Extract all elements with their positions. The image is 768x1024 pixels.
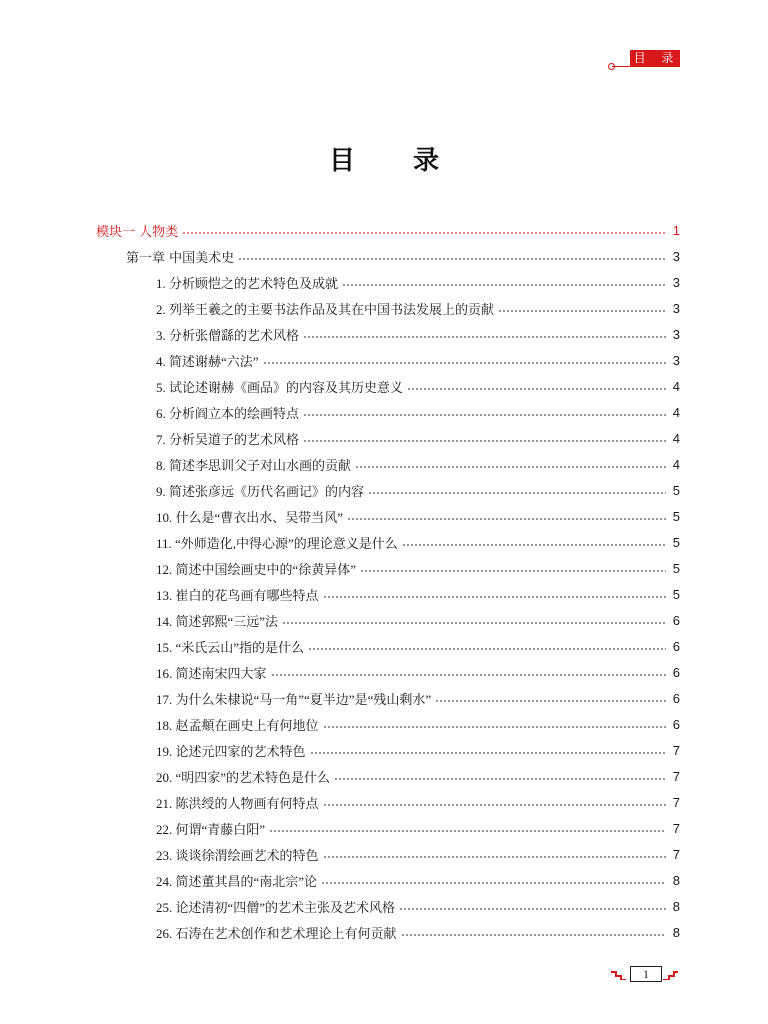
- toc-item-page: 3: [672, 352, 680, 368]
- toc-item[interactable]: [156, 582, 680, 606]
- toc-item-page: 5: [672, 508, 680, 524]
- toc-item[interactable]: [156, 322, 680, 346]
- dot-leader: [323, 712, 666, 736]
- dot-leader: [282, 608, 666, 632]
- toc-item-page: 3: [672, 326, 680, 342]
- toc-item-page: 7: [672, 846, 680, 862]
- toc-chapter-page: 3: [672, 248, 680, 264]
- toc-module-entry[interactable]: [96, 218, 680, 242]
- toc-item[interactable]: [156, 400, 680, 424]
- toc-item-label: 23. 谈谈徐渭绘画艺术的特色: [156, 847, 319, 863]
- toc-item[interactable]: [156, 764, 680, 788]
- toc-item-page: 5: [672, 482, 680, 498]
- dot-leader: [182, 218, 666, 242]
- toc-item-page: 3: [672, 300, 680, 316]
- toc-item-label: 15. “米氏云山”指的是什么: [156, 639, 305, 655]
- toc-item[interactable]: [156, 686, 680, 710]
- toc-chapter-label: 第一章 中国美术史: [126, 250, 235, 266]
- toc-item-label: 3. 分析张僧繇的艺术风格: [156, 327, 300, 343]
- toc-item-label: 22. 何谓“青藤白阳”: [156, 821, 266, 837]
- toc-chapter-entry[interactable]: [126, 244, 680, 268]
- toc-item-label: 20. “明四家”的艺术特色是什么: [156, 769, 331, 785]
- dot-leader: [321, 868, 666, 892]
- dot-leader: [347, 504, 666, 528]
- section-header-tag: [608, 50, 680, 68]
- toc-item-page: 7: [672, 820, 680, 836]
- toc-item[interactable]: [156, 660, 680, 684]
- toc-item[interactable]: [156, 816, 680, 840]
- toc-item-page: 4: [672, 430, 680, 446]
- page-title-char-2: 录: [413, 146, 440, 176]
- dot-leader: [498, 296, 666, 320]
- dot-leader: [401, 920, 666, 944]
- toc-item[interactable]: [156, 530, 680, 554]
- dot-leader: [355, 452, 666, 476]
- section-tag-label: 目 录: [630, 50, 680, 67]
- dot-leader: [271, 660, 666, 684]
- toc-item-label: 14. 简述郭熙“三远”法: [156, 613, 279, 629]
- toc-item[interactable]: [156, 296, 680, 320]
- dot-leader: [238, 244, 666, 268]
- dot-leader: [342, 270, 666, 294]
- toc-item-page: 6: [672, 612, 680, 628]
- toc-item-label: 18. 赵孟頫在画史上有何地位: [156, 717, 319, 733]
- toc-item-page: 3: [672, 274, 680, 290]
- dot-leader: [399, 894, 666, 918]
- toc-item-label: 24. 简述董其昌的“南北宗”论: [156, 873, 318, 889]
- toc-item-page: 6: [672, 690, 680, 706]
- toc-item-page: 5: [672, 560, 680, 576]
- toc-item-page: 6: [672, 664, 680, 680]
- toc-item[interactable]: [156, 608, 680, 632]
- toc-item-label: 1. 分析顾恺之的艺术特色及成就: [156, 275, 339, 291]
- toc-item-page: 4: [672, 404, 680, 420]
- toc-item-label: 9. 简述张彦远《历代名画记》的内容: [156, 483, 365, 499]
- toc-item-page: 7: [672, 794, 680, 810]
- toc-item-label: 4. 简述谢赫“六法”: [156, 353, 259, 369]
- toc-item-label: 11. “外师造化,中得心源”的理论意义是什么: [156, 535, 398, 551]
- dot-leader: [263, 348, 666, 372]
- toc-item[interactable]: [156, 842, 680, 866]
- toc-item-page: 4: [672, 378, 680, 394]
- toc-item[interactable]: [156, 556, 680, 580]
- toc-item-label: 19. 论述元四家的艺术特色: [156, 743, 306, 759]
- dot-leader: [308, 634, 666, 658]
- toc-item-label: 2. 列举王羲之的主要书法作品及其在中国书法发展上的贡献: [156, 301, 495, 317]
- toc-module-page: 1: [672, 222, 680, 238]
- toc-item[interactable]: [156, 920, 680, 944]
- toc-item[interactable]: [156, 790, 680, 814]
- page-title-char-1: 目: [328, 146, 355, 176]
- dot-leader: [323, 790, 666, 814]
- toc-item-label: 26. 石涛在艺术创作和艺术理论上有何贡献: [156, 925, 397, 941]
- dot-leader: [360, 556, 666, 580]
- toc-item-page: 5: [672, 534, 680, 550]
- toc-item[interactable]: [156, 426, 680, 450]
- dot-leader: [303, 426, 666, 450]
- dot-leader: [407, 374, 666, 398]
- toc-item[interactable]: [156, 504, 680, 528]
- right-ornament-icon: [662, 970, 678, 980]
- toc-item-page: 7: [672, 768, 680, 784]
- toc-item-page: 5: [672, 586, 680, 602]
- toc-item-label: 8. 简述李思训父子对山水画的贡献: [156, 457, 352, 473]
- page-title: [0, 140, 768, 177]
- toc-item[interactable]: [156, 452, 680, 476]
- toc-item-page: 4: [672, 456, 680, 472]
- toc-item-label: 16. 简述南宋四大家: [156, 665, 267, 681]
- dot-leader: [269, 816, 666, 840]
- toc-item-label: 21. 陈洪绶的人物画有何特点: [156, 795, 319, 811]
- dot-leader: [323, 582, 666, 606]
- toc-item[interactable]: [156, 868, 680, 892]
- toc-item-label: 13. 崔白的花鸟画有哪些特点: [156, 587, 319, 603]
- dot-leader: [334, 764, 666, 788]
- toc-item[interactable]: [156, 634, 680, 658]
- toc-item[interactable]: [156, 478, 680, 502]
- toc-item[interactable]: [156, 374, 680, 398]
- toc-item-label: 6. 分析阎立本的绘画特点: [156, 405, 300, 421]
- toc-item-page: 6: [672, 638, 680, 654]
- toc-item-label: 12. 简述中国绘画史中的“徐黄异体”: [156, 561, 357, 577]
- toc-item[interactable]: [156, 348, 680, 372]
- toc-item[interactable]: [156, 738, 680, 762]
- left-ornament-icon: [610, 970, 626, 980]
- toc-item-page: 6: [672, 716, 680, 732]
- dot-leader: [323, 842, 666, 866]
- dot-leader: [368, 478, 666, 502]
- toc-item-label: 10. 什么是“曹衣出水、吴带当风”: [156, 509, 344, 525]
- dot-leader: [303, 400, 666, 424]
- toc-item-label: 25. 论述清初“四僧”的艺术主张及艺术风格: [156, 899, 396, 915]
- dot-leader: [303, 322, 666, 346]
- page-number: 1: [630, 966, 662, 982]
- toc-item-page: 8: [672, 872, 680, 888]
- toc-item-label: 5. 试论述谢赫《画品》的内容及其历史意义: [156, 379, 404, 395]
- toc-module-label: 模块一 人物类: [96, 224, 179, 240]
- toc-item-page: 8: [672, 924, 680, 940]
- toc-item-page: 8: [672, 898, 680, 914]
- toc-item-label: 17. 为什么朱棣说“马一角”“夏半边”是“残山剩水”: [156, 691, 432, 707]
- toc-item[interactable]: [156, 894, 680, 918]
- dot-leader: [402, 530, 666, 554]
- toc-item[interactable]: [156, 712, 680, 736]
- toc-item[interactable]: [156, 270, 680, 294]
- dot-leader: [310, 738, 666, 762]
- dot-leader: [435, 686, 666, 710]
- toc-item-label: 7. 分析吴道子的艺术风格: [156, 431, 300, 447]
- toc-item-page: 7: [672, 742, 680, 758]
- page-number-ornament: [608, 962, 680, 986]
